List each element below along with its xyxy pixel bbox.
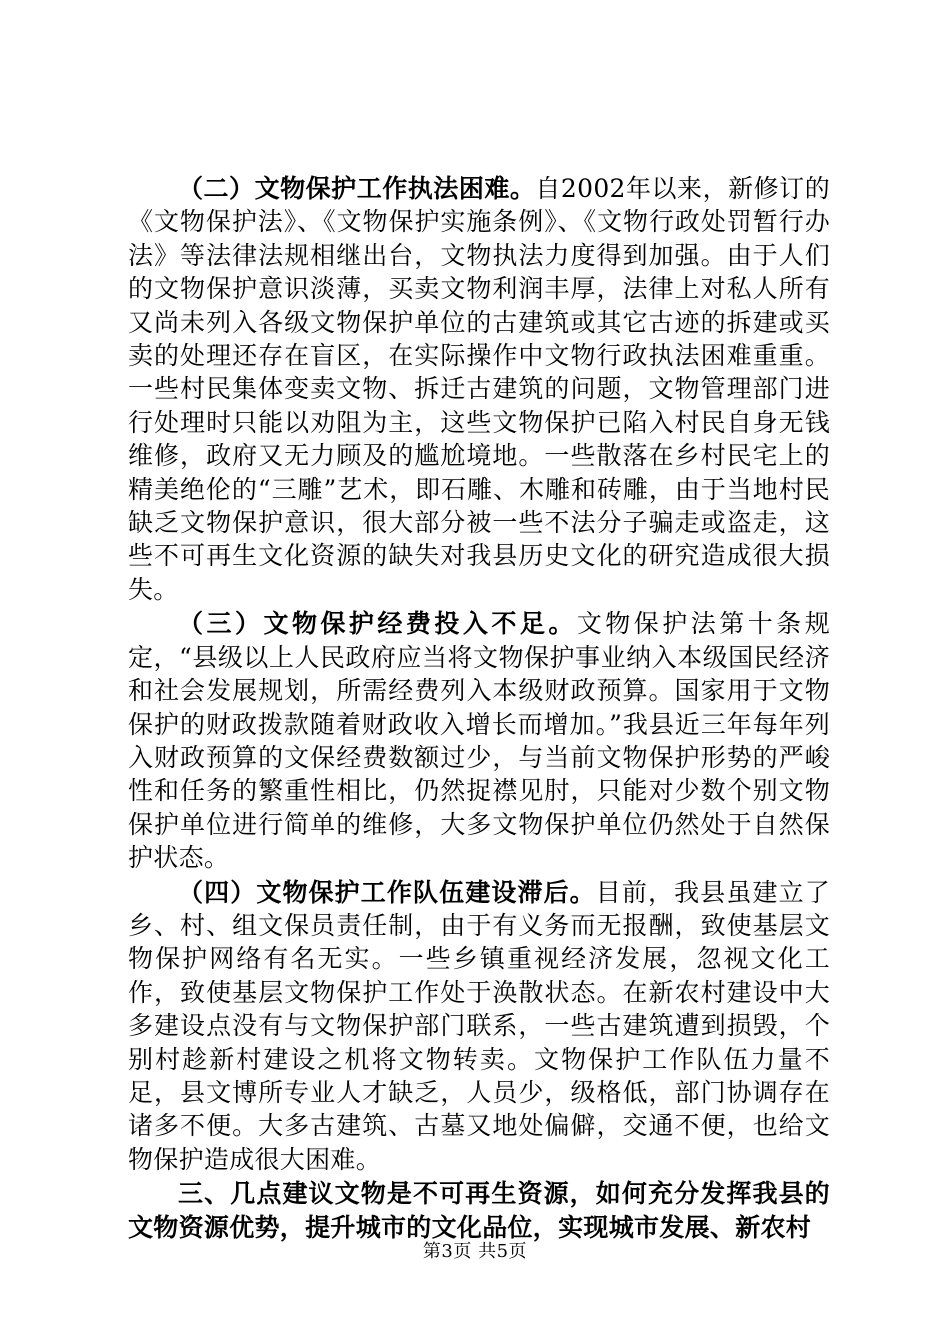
paragraph-text: 自2002年以来，新修订的《文物保护法》、《文物保护实施条例》、《文物行政处罚暂行办法》等法律法规相继出台，文物执法力度得到加强。由于人们的文物保护意识淡薄，买卖文物利润丰厚，法律上对私人所有又尚未列入各级文物保护单位的古建筑或其它古迹的拆建或买卖的处理还存在盲区，在实际操作中文物行政执法困难重重。一些村民集体变卖文物、拆迁古建筑的问题，文物管理部门进行处理时只能以劝阻为主，这些文物保护已陷入村民自身无钱维修，政府又无力顾及的尴尬境地。一些散落在乡村民宅上的精美绝伦的“三雕”艺术，即石雕、木雕和砖雕，由于当地村民缺乏文物保护意识，很大部分被一些不法分子骗走或盗走，这些不可再生文化资源的缺失对我县历史文化的研究造成很大损失。 [128, 174, 830, 604]
document-body [128, 172, 830, 1244]
paragraph-heading: （三）文物保护经费投入不足。 [178, 609, 577, 639]
paragraph-team-building-lag [128, 876, 830, 1177]
paragraph-funding-shortage [128, 607, 830, 874]
paragraph-text: 三、几点建议文物是不可再生资源，如何充分发挥我县的文物资源优势，提升城市的文化品位，实现城市发展、新农村 [128, 1179, 830, 1242]
paragraph-heading: （四）文物保护工作队伍建设滞后。 [178, 877, 596, 907]
paragraph-text: 目前，我县虽建立了乡、村、组文保员责任制，由于有义务而无报酬，致使基层文物保护网络有名无实。一些乡镇重视经济发展，忽视文化工作，致使基层文物保护工作处于涣散状态。在新农村建设中大多建设点没有与文物保护部门联系，一些古建筑遭到损毁，个别村趁新村建设之机将文物转卖。文物保护工作队伍力量不足，县文博所专业人才缺乏，人员少，级格低，部门协调存在诸多不便。大多古建筑、古墓又地处偏僻，交通不便，也给文物保护造成很大困难。 [128, 877, 830, 1174]
paragraph-heading: （二）文物保护工作执法困难。 [178, 174, 536, 203]
page-footer: 第3页 共5页 [422, 1241, 528, 1262]
paragraph-enforcement-difficulty [128, 172, 830, 606]
paragraph-text: 文物保护法第十条规定，“县级以上人民政府应当将文物保护事业纳入本级国民经济和社会发展规划，所需经费列入本级财政预算。国家用于文物保护的财政拨款随着财政收入增长而增加。”我县近三年每年列入财政预算的文保经费数额过少，与当前文物保护形势的严峻性和任务的繁重性相比，仍然捉襟见肘，只能对少数个别文物保护单位进行简单的维修，大多文物保护单位仍然处于自然保护状态。 [128, 609, 831, 873]
paragraph-suggestions [128, 1177, 830, 1244]
